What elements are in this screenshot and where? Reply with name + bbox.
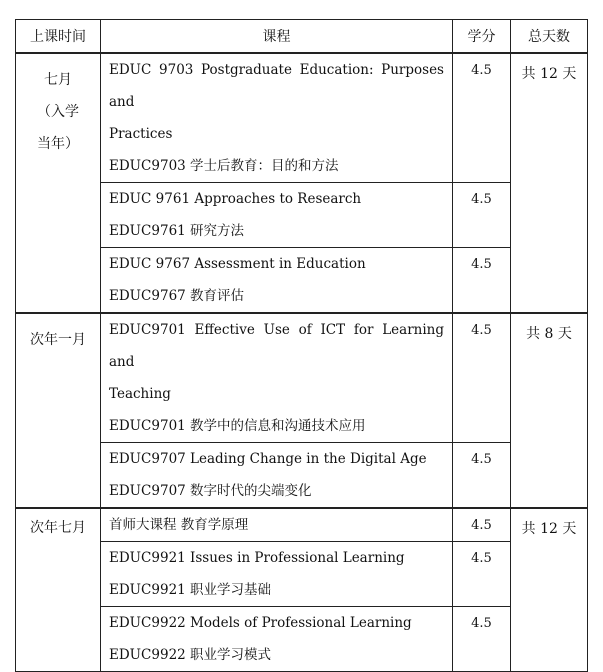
course-name-en-cont: Practices (109, 126, 173, 142)
course-row (16, 53, 588, 183)
course-row (16, 607, 588, 672)
course-name-zh: EDUC9767 教育评估 (109, 288, 245, 304)
credit-cell: 4.5 (453, 508, 511, 542)
course-name-zh: EDUC9707 数字时代的尖端变化 (109, 483, 312, 499)
header-row (16, 20, 588, 54)
term-group-next-july (16, 508, 588, 672)
course-name-zh: EDUC9703 学士后教育：目的和方法 (109, 158, 339, 174)
course-name-en: EDUC9701 Effective Use of ICT for Learning and (109, 322, 444, 370)
course-row (16, 313, 588, 443)
course-cell (101, 53, 453, 183)
credit-cell: 4.5 (453, 607, 511, 672)
term-label-line: 次年一月 (30, 332, 86, 348)
course-name-en-cont: Teaching (109, 386, 171, 402)
days-cell: 共 8 天 (511, 313, 588, 508)
course-cell (101, 313, 453, 443)
header-course: 课程 (101, 20, 453, 54)
course-name-en: EDUC9707 Leading Change in the Digital Age (109, 451, 427, 467)
course-cell (101, 183, 453, 248)
course-name-zh: EDUC9761 研究方法 (109, 223, 245, 239)
course-name-zh: EDUC9921 职业学习基础 (109, 582, 272, 598)
course-name-en: EDUC 9761 Approaches to Research (109, 191, 362, 207)
course-name-zh: 首师大课程 教育学原理 (109, 517, 249, 533)
term-label-line: 次年七月 (30, 520, 86, 536)
course-name-zh: EDUC9922 职业学习模式 (109, 647, 272, 663)
term-group-january (16, 313, 588, 508)
course-schedule-table (15, 19, 588, 672)
term-cell (16, 53, 101, 313)
course-cell (101, 248, 453, 314)
term-label-line: （入学 (37, 104, 79, 120)
course-cell (101, 508, 453, 542)
term-group-july (16, 53, 588, 313)
course-row (16, 183, 588, 248)
term-cell (16, 313, 101, 508)
days-cell: 共 12 天 (511, 508, 588, 672)
credit-cell: 4.5 (453, 313, 511, 443)
credit-cell: 4.5 (453, 542, 511, 607)
term-label-line: 七月 (44, 72, 72, 88)
course-name-zh: EDUC9701 教学中的信息和沟通技术应用 (109, 418, 366, 434)
days-cell: 共 12 天 (511, 53, 588, 313)
course-row (16, 443, 588, 509)
credit-cell: 4.5 (453, 53, 511, 183)
course-cell (101, 443, 453, 509)
term-cell (16, 508, 101, 672)
course-name-en: EDUC9922 Models of Professional Learning (109, 615, 412, 631)
header-days: 总天数 (511, 20, 588, 54)
course-cell (101, 607, 453, 672)
credit-cell: 4.5 (453, 248, 511, 314)
credit-cell: 4.5 (453, 443, 511, 509)
header-credit: 学分 (453, 20, 511, 54)
course-row (16, 542, 588, 607)
header-term: 上课时间 (16, 20, 101, 54)
term-label-line: 当年） (37, 136, 79, 152)
course-name-en: EDUC 9767 Assessment in Education (109, 256, 366, 272)
credit-cell: 4.5 (453, 183, 511, 248)
course-row (16, 508, 588, 542)
course-name-en: EDUC 9703 Postgraduate Education: Purposes and (109, 62, 444, 110)
course-cell (101, 542, 453, 607)
course-row (16, 248, 588, 314)
course-name-en: EDUC9921 Issues in Professional Learning (109, 550, 405, 566)
